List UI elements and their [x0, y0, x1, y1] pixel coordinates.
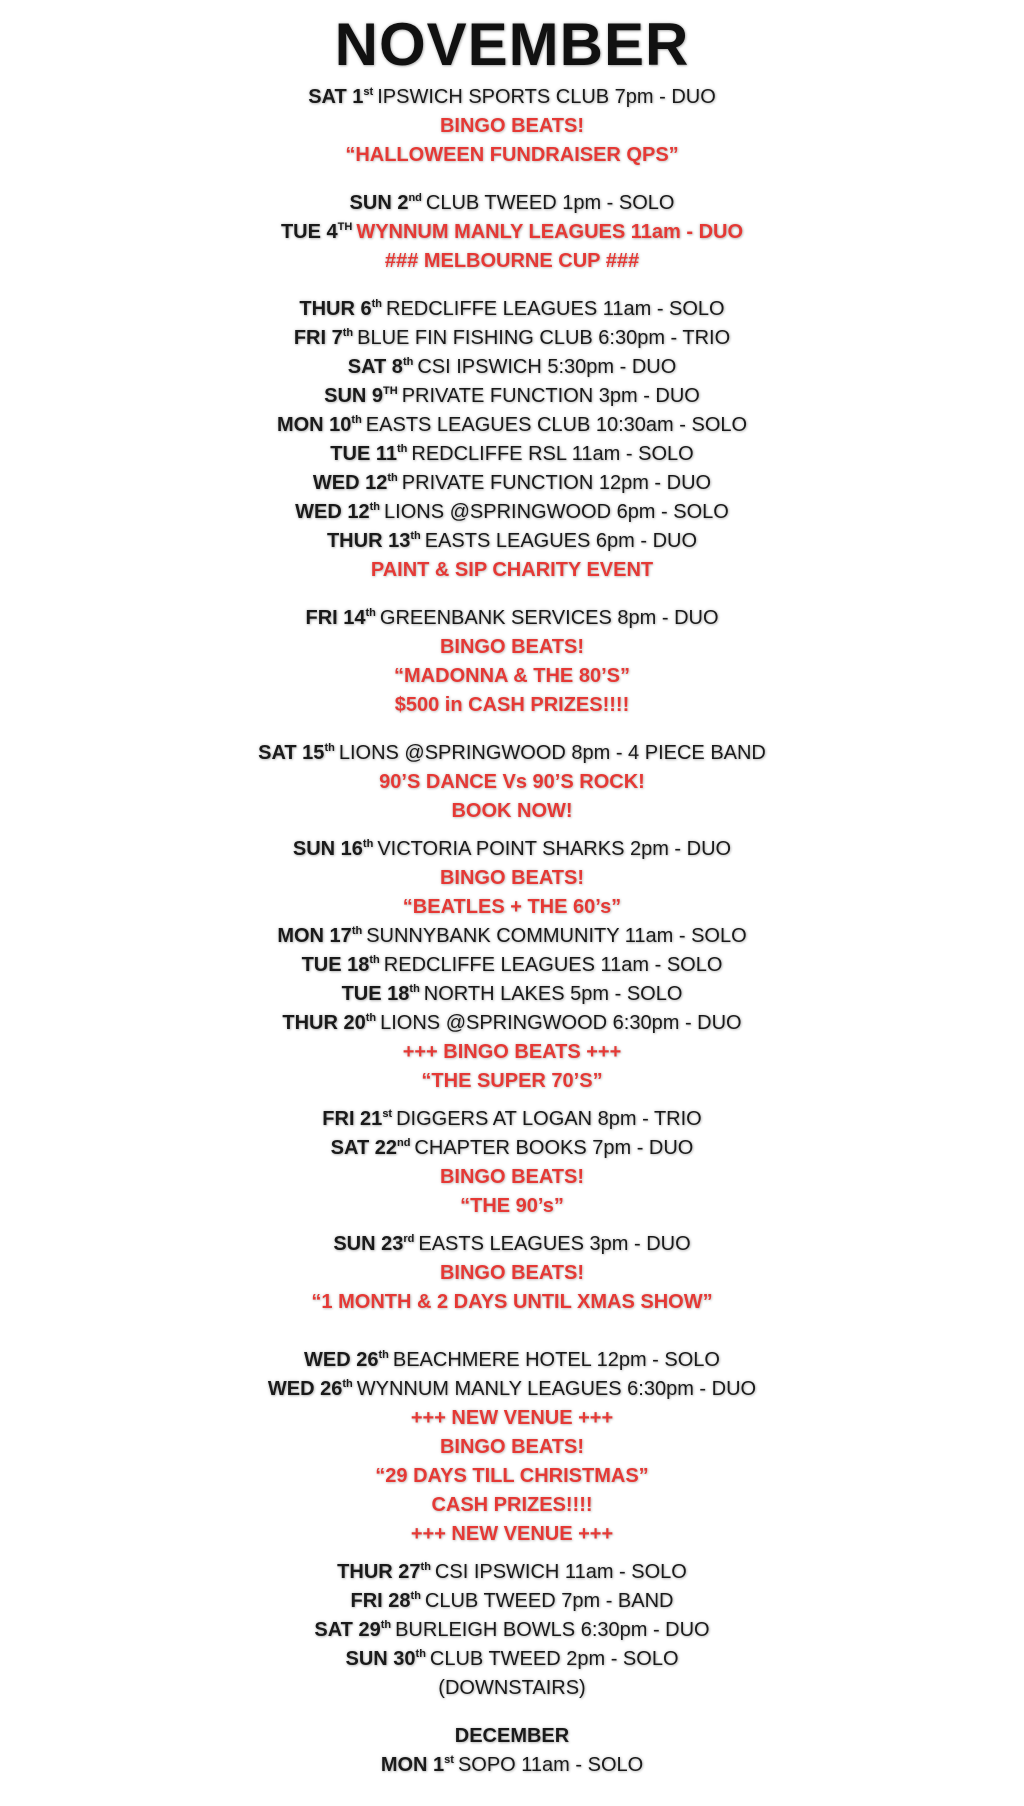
entry-details: CSI IPSWICH 5:30pm - DUO — [417, 356, 677, 378]
entry-day: MON 1 — [380, 1754, 445, 1776]
schedule-entry — [0, 980, 1024, 1009]
entry-details: REDCLIFFE RSL 11am - SOLO — [411, 443, 694, 465]
schedule-entry — [0, 324, 1024, 353]
schedule-entry — [0, 189, 1024, 218]
entry-day: MON 10 — [276, 414, 352, 436]
entry-details: GREENBANK SERVICES 8pm - DUO — [379, 607, 719, 629]
note-text: (DOWNSTAIRS) — [438, 1677, 586, 1699]
schedule-entry — [0, 469, 1024, 498]
entry-day-suffix: th — [387, 472, 398, 484]
schedule-note — [0, 662, 1024, 691]
entry-day-suffix: th — [380, 1619, 392, 1631]
entry-day-suffix: TH — [337, 221, 353, 233]
note-text: BINGO BEATS! — [439, 636, 585, 658]
entry-day: WED 26 — [267, 1378, 343, 1400]
schedule-note — [0, 1520, 1024, 1549]
entry-details: LIONS @SPRINGWOOD 6pm - SOLO — [384, 501, 729, 523]
schedule-entry — [0, 83, 1024, 112]
schedule-note — [0, 1259, 1024, 1288]
entry-day-suffix: st — [444, 1754, 454, 1766]
entry-day-suffix: th — [420, 1561, 431, 1573]
entry-day-suffix: TH — [383, 385, 398, 397]
schedule-note — [0, 141, 1024, 170]
entry-day-suffix: th — [369, 501, 381, 513]
note-text: “BEATLES + THE 60’s” — [402, 896, 622, 918]
entry-day: WED 26 — [304, 1349, 379, 1371]
schedule-entry — [0, 1009, 1024, 1038]
entry-day: SAT 29 — [314, 1619, 381, 1641]
schedule-entry — [0, 1751, 1024, 1780]
schedule-entry — [0, 411, 1024, 440]
note-text: “MADONNA & THE 80’S” — [394, 665, 630, 687]
entry-day: MON 17 — [277, 925, 352, 947]
schedule-note — [0, 1192, 1024, 1221]
entry-day: SUN 30 — [345, 1648, 416, 1670]
note-text: BINGO BEATS! — [439, 1166, 585, 1188]
schedule-entry — [0, 1645, 1024, 1674]
note-text: ### MELBOURNE CUP ### — [384, 250, 640, 272]
schedule-note — [0, 247, 1024, 276]
note-text: BINGO BEATS! — [439, 1262, 585, 1284]
schedule-entry — [0, 382, 1024, 411]
note-text: “THE SUPER 70’S” — [421, 1070, 603, 1092]
entry-day: SAT 8 — [347, 356, 403, 378]
schedule-note — [0, 768, 1024, 797]
entry-details: DIGGERS AT LOGAN 8pm - TRIO — [396, 1108, 702, 1130]
entry-day: SUN 23 — [333, 1233, 404, 1255]
entry-details: LIONS @SPRINGWOOD 6:30pm - DUO — [380, 1012, 742, 1034]
note-text: $500 in CASH PRIZES!!!! — [394, 694, 630, 716]
entry-details: EASTS LEAGUES CLUB 10:30am - SOLO — [365, 414, 748, 436]
schedule-entry — [0, 498, 1024, 527]
entry-day-suffix: th — [371, 298, 382, 310]
entry-details: LIONS @SPRINGWOOD 8pm - 4 PIECE BAND — [338, 742, 766, 764]
schedule-note — [0, 1038, 1024, 1067]
entry-details: CLUB TWEED 1pm - SOLO — [425, 192, 675, 214]
schedule-entry — [0, 218, 1024, 247]
entry-day-suffix: nd — [408, 192, 422, 204]
entry-day-suffix: st — [382, 1108, 393, 1120]
entry-day-suffix: th — [365, 607, 376, 619]
entry-day: FRI 7 — [293, 327, 343, 349]
schedule-note — [0, 691, 1024, 720]
entry-details: BEACHMERE HOTEL 12pm - SOLO — [392, 1349, 720, 1371]
entry-day-suffix: th — [410, 530, 421, 542]
entry-details: PRIVATE FUNCTION 12pm - DUO — [401, 472, 712, 494]
schedule-entry — [0, 604, 1024, 633]
entry-details: VICTORIA POINT SHARKS 2pm - DUO — [377, 838, 732, 860]
schedule-entry — [0, 1375, 1024, 1404]
schedule-entry — [0, 835, 1024, 864]
entry-day-suffix: th — [324, 742, 335, 754]
entry-day-suffix: th — [362, 838, 374, 850]
schedule-note — [0, 1067, 1024, 1096]
entry-day-suffix: th — [409, 983, 420, 995]
entry-day: SUN 16 — [292, 838, 363, 860]
schedule-entry — [0, 1558, 1024, 1587]
schedule-note — [0, 864, 1024, 893]
entry-details: CSI IPSWICH 11am - SOLO — [434, 1561, 687, 1583]
entry-day: FRI 21 — [322, 1108, 383, 1130]
note-text: +++ NEW VENUE +++ — [410, 1523, 614, 1545]
entry-day-suffix: th — [402, 356, 414, 368]
entry-details: SOPO 11am - SOLO — [457, 1754, 644, 1776]
schedule-note — [0, 633, 1024, 662]
entry-day: TUE 18 — [341, 983, 410, 1005]
schedule-entry — [0, 1134, 1024, 1163]
schedule-note — [0, 893, 1024, 922]
entry-day-suffix: rd — [403, 1233, 415, 1245]
entry-details: NORTH LAKES 5pm - SOLO — [423, 983, 683, 1005]
entry-day: TUE 4 — [280, 221, 338, 243]
entry-day: SAT 15 — [258, 742, 325, 764]
entry-day-suffix: th — [378, 1349, 389, 1361]
note-text: 90’S DANCE Vs 90’S ROCK! — [379, 771, 645, 793]
entry-day-suffix: th — [369, 954, 380, 966]
schedule-entry — [0, 922, 1024, 951]
entry-day: THUR 20 — [282, 1012, 366, 1034]
schedule-note — [0, 556, 1024, 585]
entry-details: EASTS LEAGUES 6pm - DUO — [424, 530, 698, 552]
schedule-note — [0, 1491, 1024, 1520]
entry-day: SUN 2 — [349, 192, 409, 214]
entry-details: CHAPTER BOOKS 7pm - DUO — [414, 1137, 694, 1159]
entry-day-suffix: th — [342, 327, 354, 339]
entry-details: IPSWICH SPORTS CLUB 7pm - DUO — [377, 86, 716, 108]
entry-day: TUE 11 — [330, 443, 397, 465]
note-text: BOOK NOW! — [451, 800, 573, 822]
schedule-entry — [0, 440, 1024, 469]
note-text: BINGO BEATS! — [439, 867, 585, 889]
entry-day-suffix: th — [397, 443, 408, 455]
entry-day: FRI 28 — [350, 1590, 411, 1612]
schedule-note — [0, 1433, 1024, 1462]
schedule-entry — [0, 527, 1024, 556]
schedule-note — [0, 1288, 1024, 1317]
entry-day: WED 12 — [295, 501, 370, 523]
schedule-entry — [0, 1105, 1024, 1134]
schedule-entry — [0, 1616, 1024, 1645]
schedule-entry — [0, 353, 1024, 382]
entry-day: SAT 22 — [330, 1137, 397, 1159]
schedule-entry — [0, 1346, 1024, 1375]
page-title: NOVEMBER — [334, 11, 690, 78]
schedule-entry — [0, 1230, 1024, 1259]
entry-details: REDCLIFFE LEAGUES 11am - SOLO — [383, 954, 723, 976]
entry-day-suffix: th — [342, 1378, 353, 1390]
schedule-note — [0, 1722, 1024, 1751]
entry-day: THUR 13 — [326, 530, 411, 552]
entry-day-suffix: nd — [396, 1137, 411, 1149]
schedule-entry — [0, 295, 1024, 324]
schedule-entry — [0, 1587, 1024, 1616]
note-text: PAINT & SIP CHARITY EVENT — [370, 559, 654, 581]
note-text: “HALLOWEEN FUNDRAISER QPS” — [345, 144, 679, 166]
entry-day-suffix: th — [351, 925, 363, 937]
note-text: DECEMBER — [454, 1725, 570, 1747]
schedule-note — [0, 1404, 1024, 1433]
entry-details: PRIVATE FUNCTION 3pm - DUO — [401, 385, 700, 407]
entry-day-suffix: th — [410, 1590, 421, 1602]
entry-day: SUN 9 — [324, 385, 384, 407]
entry-day: FRI 14 — [305, 607, 366, 629]
entry-details: CLUB TWEED 7pm - BAND — [424, 1590, 674, 1612]
schedule-note — [0, 797, 1024, 826]
entry-day-suffix: th — [351, 414, 362, 426]
note-text: +++ NEW VENUE +++ — [410, 1407, 614, 1429]
schedule-entry — [0, 739, 1024, 768]
note-text: BINGO BEATS! — [439, 1436, 585, 1458]
entry-details: SUNNYBANK COMMUNITY 11am - SOLO — [366, 925, 747, 947]
entry-day: SAT 1 — [308, 86, 364, 108]
entry-details: WYNNUM MANLY LEAGUES 6:30pm - DUO — [356, 1378, 757, 1400]
note-text: BINGO BEATS! — [439, 115, 585, 137]
entry-day: TUE 18 — [301, 954, 370, 976]
entry-details: WYNNUM MANLY LEAGUES 11am - DUO — [356, 221, 744, 243]
schedule-note — [0, 1163, 1024, 1192]
schedule-note — [0, 1674, 1024, 1703]
entry-day: THUR 6 — [299, 298, 372, 320]
note-text: +++ BINGO BEATS +++ — [402, 1041, 622, 1063]
note-text: “1 MONTH & 2 DAYS UNTIL XMAS SHOW” — [311, 1291, 713, 1313]
entry-details: BLUE FIN FISHING CLUB 6:30pm - TRIO — [357, 327, 731, 349]
entry-details: BURLEIGH BOWLS 6:30pm - DUO — [395, 1619, 710, 1641]
schedule-entry — [0, 951, 1024, 980]
entry-details: REDCLIFFE LEAGUES 11am - SOLO — [386, 298, 725, 320]
entry-details: EASTS LEAGUES 3pm - DUO — [418, 1233, 691, 1255]
entry-day: THUR 27 — [337, 1561, 421, 1583]
note-text: “29 DAYS TILL CHRISTMAS” — [375, 1465, 649, 1487]
entry-day: WED 12 — [312, 472, 388, 494]
entry-day-suffix: th — [365, 1012, 377, 1024]
entry-details: CLUB TWEED 2pm - SOLO — [429, 1648, 679, 1670]
entry-day-suffix: st — [363, 86, 374, 98]
note-text: CASH PRIZES!!!! — [431, 1494, 593, 1516]
entry-day-suffix: th — [415, 1648, 426, 1660]
note-text: “THE 90’s” — [460, 1195, 564, 1217]
schedule-note — [0, 1462, 1024, 1491]
schedule-note — [0, 112, 1024, 141]
